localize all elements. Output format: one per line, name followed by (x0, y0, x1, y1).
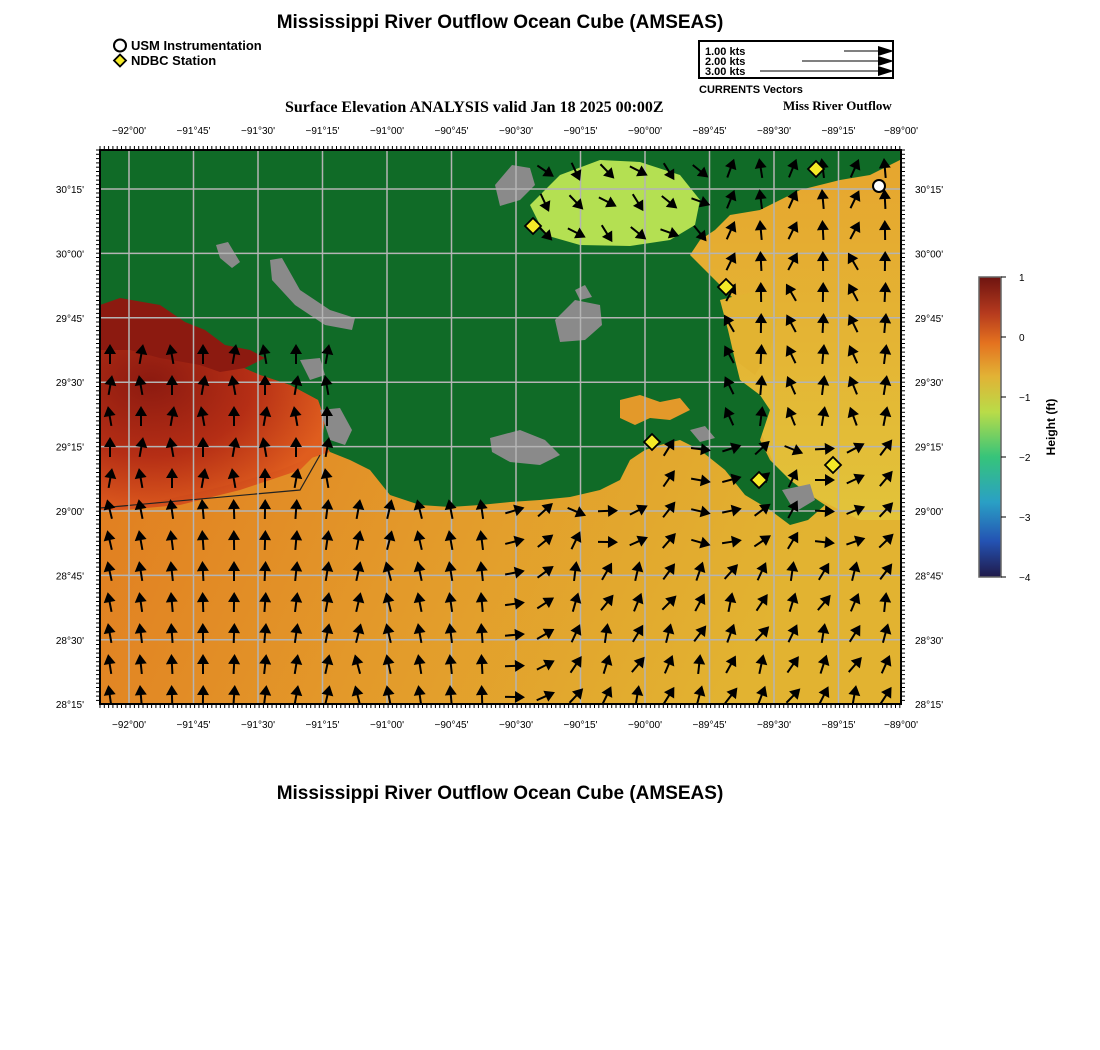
colorbar-tick-label: −1 (1019, 393, 1031, 404)
lon-label-top: −90°15' (563, 126, 598, 137)
lon-label-top: −90°45' (434, 126, 469, 137)
vector-speed-3: 3.00 kts (705, 66, 746, 77)
lat-label-right: 29°00' (915, 507, 944, 518)
map-area (100, 150, 901, 707)
lon-label-top: −90°30' (499, 126, 533, 137)
lon-label-bottom: −91°00' (370, 720, 404, 731)
lon-label-top: −91°15' (305, 126, 340, 137)
lon-label-top: −90°00' (628, 126, 662, 137)
lat-label-left: 28°30' (55, 635, 84, 647)
lat-label-left: 29°15' (55, 442, 84, 454)
colorbar-tick-label: −3 (1019, 513, 1031, 524)
lon-label-bottom: −92°00' (112, 720, 146, 731)
lon-label-bottom: −89°00' (884, 720, 918, 731)
lon-label-bottom: −89°15' (821, 720, 856, 731)
lat-label-right: 29°45' (915, 313, 944, 325)
map-subtitle: Surface Elevation ANALYSIS valid Jan 18 2025 00:00Z (285, 99, 664, 116)
legend-ndbc-label: NDBC Station (131, 53, 217, 68)
colorbar-tick-label: 0 (1019, 333, 1025, 344)
colorbar-ticks (1001, 273, 1031, 584)
lat-label-left: 30°15' (55, 185, 84, 196)
lon-label-bottom: −90°30' (499, 720, 533, 731)
colorbar-ramp (979, 277, 1001, 577)
lon-label-top: −89°00' (884, 126, 918, 137)
region-label: Miss River Outflow (783, 98, 892, 113)
colorbar-tick-label: 1 (1019, 273, 1025, 284)
legend-usm-label: USM Instrumentation (131, 38, 262, 53)
lat-label-right: 30°15' (915, 185, 944, 196)
lat-label-left: 28°15' (55, 700, 84, 711)
lat-label-left: 29°30' (55, 378, 84, 390)
lat-label-right: 29°30' (915, 378, 944, 390)
lat-label-right: 29°15' (915, 442, 944, 454)
page-title-repeat: Mississippi River Outflow Ocean Cube (AMSEAS) (276, 783, 724, 804)
lon-label-bottom: −90°15' (563, 720, 598, 731)
vector-legend-caption: CURRENTS Vectors (699, 84, 803, 96)
lon-label-bottom: −91°45' (176, 720, 211, 731)
lon-label-top: −91°45' (176, 126, 211, 137)
lon-label-bottom: −89°30' (757, 720, 791, 731)
vector-speed-2: 2.00 kts (705, 56, 746, 68)
vector-speed-1: 1.00 kts (705, 46, 746, 58)
lat-label-right: 30°00' (915, 249, 944, 261)
lon-label-bottom: −90°45' (434, 720, 469, 731)
lat-label-right: 28°30' (915, 635, 944, 647)
lon-label-bottom: −90°00' (628, 720, 662, 731)
lat-label-left: 29°00' (55, 507, 84, 518)
lon-label-top: −92°00' (112, 126, 146, 137)
colorbar (979, 273, 1058, 584)
lat-label-left: 28°45' (55, 571, 84, 583)
usm-instrument-marker[interactable] (873, 180, 885, 192)
lon-label-top: −91°00' (370, 126, 404, 137)
lon-label-top: −89°45' (692, 126, 727, 137)
lon-label-bottom: −89°45' (692, 720, 727, 731)
colorbar-tick-label: −2 (1019, 453, 1031, 464)
lon-label-top: −91°30' (241, 126, 275, 137)
lon-label-top: −89°15' (821, 126, 856, 137)
page-title: Mississippi River Outflow Ocean Cube (AMSEAS) (276, 12, 724, 33)
lon-label-top: −89°30' (757, 126, 791, 137)
lat-label-right: 28°15' (915, 700, 944, 711)
lon-label-bottom: −91°15' (305, 720, 340, 731)
lat-label-left: 29°45' (55, 313, 84, 325)
colorbar-tick-label: −4 (1019, 573, 1031, 584)
lat-label-left: 30°00' (55, 249, 84, 261)
colorbar-label: Height (ft) (1044, 398, 1058, 456)
lon-label-bottom: −91°30' (241, 720, 275, 731)
lat-label-right: 28°45' (915, 571, 944, 583)
